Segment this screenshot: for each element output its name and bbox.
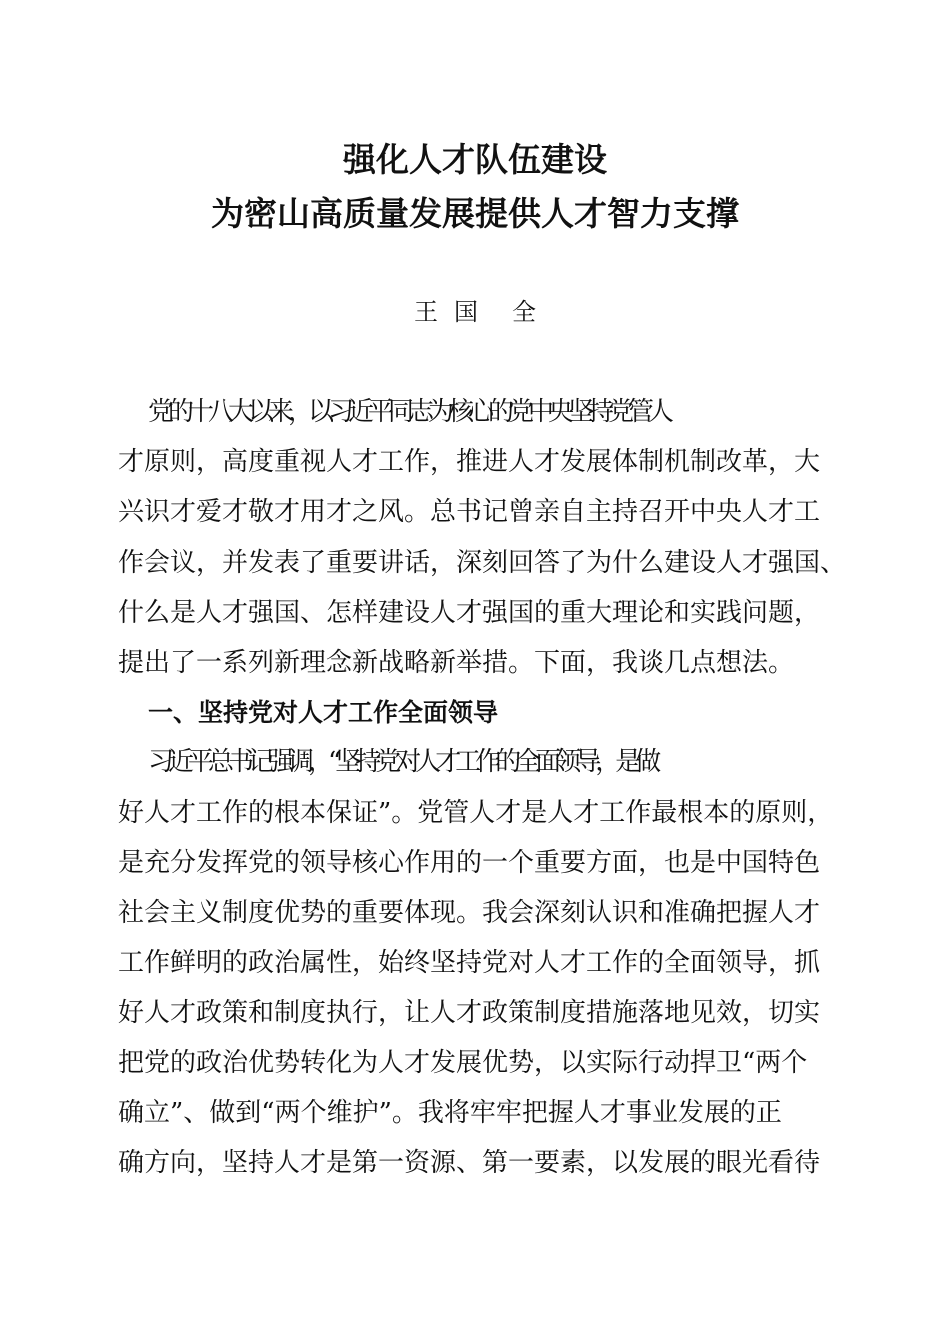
intro-line-2: 才原则，高度重视人才工作，推进人才发展体制机制改革，大 <box>118 447 821 477</box>
section-1-line-1: 习近平总书记强调，“坚持党对人才工作的全面领导，是做 <box>148 747 656 777</box>
intro-line-5: 什么是人才强国、怎样建设人才强国的重大理论和实践问题， <box>118 598 821 628</box>
section-1-line-8: 确立”、做到“两个维护”。我将牢牢把握人才事业发展的正 <box>118 1098 782 1128</box>
section-1-line-4: 社会主义制度优势的重要体现。我会深刻认识和准确把握人才 <box>118 898 821 928</box>
section-1-line-7: 把党的政治优势转化为人才发展优势，以实际行动捍卫“两个 <box>118 1048 808 1078</box>
intro-line-3: 兴识才爱才敬才用才之风。总书记曾亲自主持召开中央人才工 <box>118 497 821 527</box>
intro-line-1: 党的十八大以来，以习近平同志为核心的党中央坚持党管人 <box>148 397 669 427</box>
author-char-2: 国 <box>454 298 478 326</box>
section-1-line-2: 好人才工作的根本保证”。党管人才是人才工作最根本的原则， <box>118 798 834 828</box>
section-1-line-3: 是充分发挥党的领导核心作用的一个重要方面，也是中国特色 <box>118 848 821 878</box>
title-line-2: 为密山高质量发展提供人才智力支撑 <box>211 194 739 233</box>
author-char-3: 全 <box>512 298 536 326</box>
intro-line-6: 提出了一系列新理念新战略新举措。下面，我谈几点想法。 <box>118 648 795 678</box>
author-name <box>0 296 950 328</box>
section-1-heading: 一、坚持党对人才工作全面领导 <box>148 698 499 727</box>
intro-line-4: 作会议，并发表了重要讲话，深刻回答了为什么建设人才强国、 <box>118 548 847 578</box>
title-line-1: 强化人才队伍建设 <box>343 140 607 179</box>
section-1-line-5: 工作鲜明的政治属性，始终坚持党对人才工作的全面领导，抓 <box>118 948 821 978</box>
author-char-1: 王 <box>414 298 438 326</box>
section-1-line-6: 好人才政策和制度执行，让人才政策制度措施落地见效，切实 <box>118 998 821 1028</box>
section-1-line-9: 确方向，坚持人才是第一资源、第一要素，以发展的眼光看待 <box>118 1148 821 1178</box>
